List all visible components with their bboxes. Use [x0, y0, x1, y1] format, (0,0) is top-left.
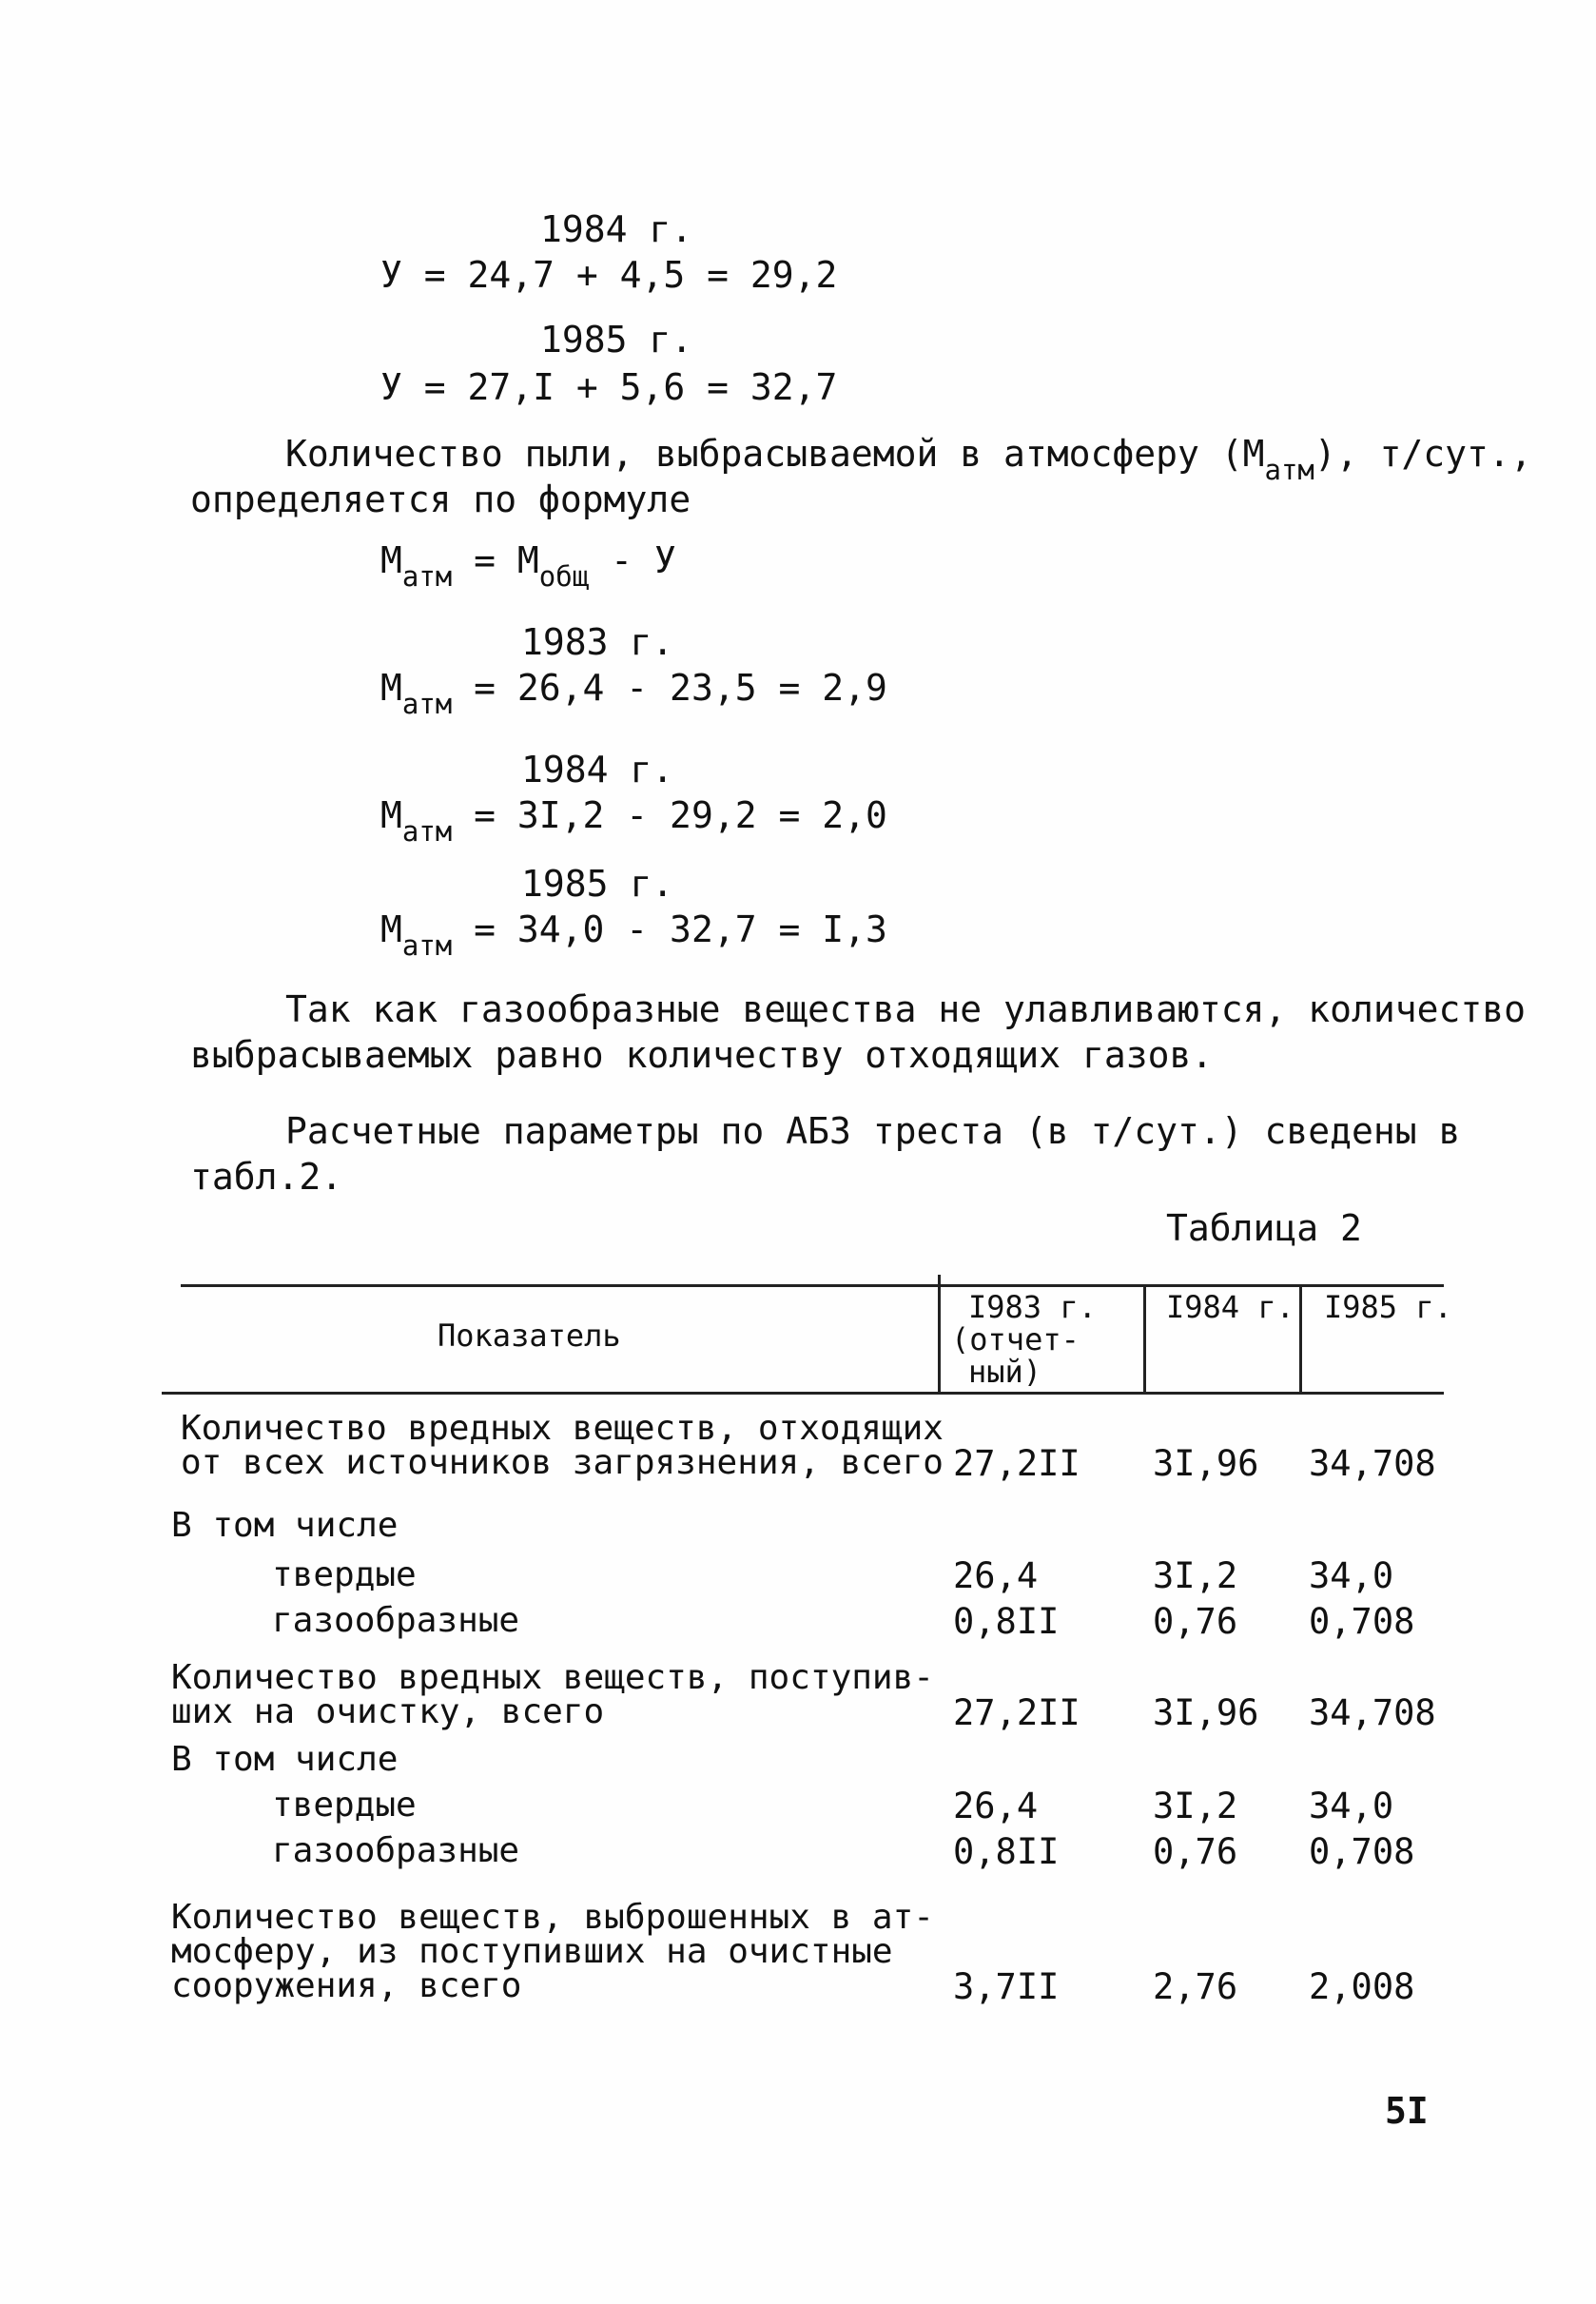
col-header-1983-line-3: ный) — [968, 1354, 1042, 1390]
row-5-val-1984: 3I,96 — [1153, 1692, 1259, 1733]
row-1-label-line-2: от всех источников загрязнения, всего — [181, 1443, 944, 1482]
m-symbol: М — [380, 908, 402, 950]
subscript: атм — [401, 688, 453, 720]
row-5-val-1985: 34,708 — [1309, 1692, 1436, 1733]
intro-line-2: определяется по формуле — [190, 478, 691, 520]
subscript: атм — [401, 560, 453, 593]
row-9-val-1983: 3,7II — [953, 1966, 1060, 2007]
calc-year-1985: 1985 г. — [521, 863, 674, 905]
row-7-val-1983: 26,4 — [953, 1786, 1039, 1826]
formula-y-1985: У = 27,I + 5,6 = 32,7 — [380, 366, 838, 408]
table-col-divider-1 — [938, 1275, 941, 1393]
row-3-val-1984: 3I,2 — [1153, 1555, 1238, 1596]
row-1-label-line-1: Количество вредных веществ, отходящих — [181, 1409, 944, 1448]
row-9-label-line-2: мосферу, из поступивших на очистные — [171, 1932, 893, 1971]
row-5-label-line-1: Количество вредных веществ, поступив- — [171, 1658, 934, 1697]
row-9-label-line-1: Количество веществ, выброшенных в ат- — [171, 1898, 934, 1937]
calc-1983 — [380, 667, 887, 720]
row-6-label: В том числе — [171, 1740, 399, 1779]
calc-year-1983: 1983 г. — [521, 621, 674, 663]
row-3-label: твердые — [272, 1555, 417, 1594]
row-8-val-1983: 0,8II — [953, 1831, 1060, 1872]
table-col-divider-2 — [1143, 1284, 1146, 1393]
row-3-val-1985: 34,0 — [1309, 1555, 1394, 1596]
row-2-label: В том числе — [171, 1506, 399, 1545]
expression: = 34,0 - 32,7 = I,3 — [452, 908, 887, 950]
row-3-val-1983: 26,4 — [953, 1555, 1039, 1596]
col-header-1985: I985 г. — [1324, 1289, 1452, 1325]
m-symbol: М — [380, 539, 402, 581]
table-header-rule — [162, 1392, 1444, 1395]
gas-para-line-2: выбрасываемых равно количеству отходящих газов. — [190, 1034, 1214, 1076]
col-header-indicator: Показатель — [438, 1318, 621, 1354]
calc-1984 — [380, 794, 887, 848]
subscript: атм — [1264, 454, 1314, 486]
table-caption — [1166, 1207, 1362, 1249]
formula-y-1984: У = 24,7 + 4,5 = 29,2 — [380, 254, 838, 296]
row-8-label: газообразные — [272, 1831, 520, 1870]
subscript: общ — [538, 560, 590, 593]
expression: = 3I,2 - 29,2 = 2,0 — [452, 794, 887, 836]
row-1-val-1985: 34,708 — [1309, 1443, 1436, 1484]
caption-text: Таблица 2 — [1166, 1207, 1362, 1249]
col-header-1984: I984 г. — [1166, 1289, 1294, 1325]
row-9-label-line-3: сооружения, всего — [171, 1966, 522, 2005]
row-1-val-1983: 27,2II — [953, 1443, 1080, 1484]
row-4-val-1984: 0,76 — [1153, 1601, 1238, 1642]
row-4-val-1985: 0,708 — [1309, 1601, 1415, 1642]
gas-para-line-1: Так как газообразные вещества не улавливаются, количество — [285, 988, 1527, 1030]
m-symbol: М — [380, 667, 402, 709]
table-top-rule — [181, 1284, 1444, 1287]
col-header-1983-line-2: (отчет- — [951, 1321, 1080, 1357]
row-5-label-line-2: ших на очистку, всего — [171, 1692, 605, 1731]
col-header-1983-line-1: I983 г. — [968, 1289, 1097, 1325]
main-formula — [380, 539, 676, 593]
row-1-val-1984: 3I,96 — [1153, 1443, 1259, 1484]
intro-line-1 — [285, 433, 1532, 486]
row-9-val-1985: 2,008 — [1309, 1966, 1415, 2007]
row-8-val-1985: 0,708 — [1309, 1831, 1415, 1872]
year-1985-heading: 1985 г. — [540, 319, 693, 361]
calc-1985 — [380, 908, 887, 962]
table-col-divider-3 — [1299, 1284, 1302, 1393]
row-7-val-1984: 3I,2 — [1153, 1786, 1238, 1826]
subscript: атм — [401, 929, 453, 962]
subscript: атм — [401, 815, 453, 848]
params-para-line-2: табл.2. — [190, 1156, 343, 1198]
row-9-val-1984: 2,76 — [1153, 1966, 1238, 2007]
row-5-val-1983: 27,2II — [953, 1692, 1080, 1733]
params-para-line-1: Расчетные параметры по АБЗ треста (в т/сут.) сведены в — [285, 1110, 1461, 1152]
year-1984-heading: 1984 г. — [540, 208, 693, 250]
m-symbol: М — [380, 794, 402, 836]
intro-text: Количество пыли, выбрасываемой в атмосферу (М — [285, 433, 1265, 475]
equals-m: = М — [452, 539, 539, 581]
calc-year-1984: 1984 г. — [521, 749, 674, 791]
row-7-val-1985: 34,0 — [1309, 1786, 1394, 1826]
intro-text-end: ), т/сут., — [1314, 433, 1532, 475]
row-7-label: твердые — [272, 1786, 417, 1825]
row-4-val-1983: 0,8II — [953, 1601, 1060, 1642]
page-number: 5I — [1385, 2090, 1429, 2132]
minus-y: - У — [589, 539, 676, 581]
expression: = 26,4 - 23,5 = 2,9 — [452, 667, 887, 709]
row-4-label: газообразные — [272, 1601, 520, 1640]
row-8-val-1984: 0,76 — [1153, 1831, 1238, 1872]
